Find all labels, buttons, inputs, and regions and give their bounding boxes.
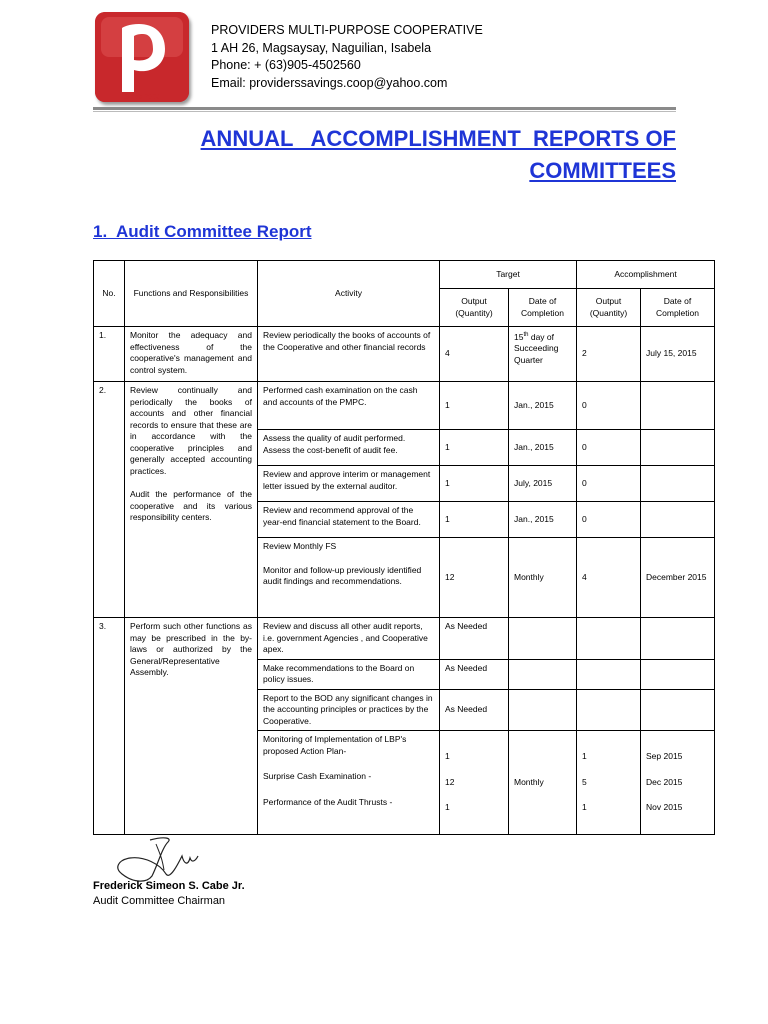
accomp-date-cell <box>641 618 715 660</box>
logo-since-label: Since 2008 <box>123 94 161 101</box>
signatory-role: Audit Committee Chairman <box>93 895 226 907</box>
activity-cell: Review periodically the books of accounts of the Cooperative and other financial records <box>258 327 440 382</box>
target-date-cell: Jan., 2015 <box>509 382 577 430</box>
target-output-cell: As Needed <box>440 618 509 660</box>
header-accomplishment: Accomplishment <box>577 261 715 289</box>
accomp-date-cell: Sep 2015 Dec 2015 Nov 2015 <box>641 731 715 835</box>
header-target-output: Output (Quantity) <box>440 289 509 327</box>
audit-report-table <box>93 260 715 835</box>
activity-cell: Make recommendations to the Board on policy issues. <box>258 659 440 689</box>
target-date-cell: Monthly <box>509 538 577 618</box>
accomp-output-cell <box>577 659 641 689</box>
org-header <box>211 22 483 92</box>
header-functions: Functions and Responsibilities <box>125 261 258 327</box>
header-no: No. <box>94 261 125 327</box>
accomp-output-cell: 1 5 1 <box>577 731 641 835</box>
section-title: 1. Audit Committee Report <box>93 222 312 241</box>
logo-p-icon <box>95 12 189 102</box>
target-output-cell: 1 <box>440 430 509 466</box>
target-date-cell: Jan., 2015 <box>509 502 577 538</box>
function-cell: Monitor the adequacy and effectiveness of the cooperative's management and control system. <box>125 327 258 382</box>
header-accomp-date: Date of Completion <box>641 289 715 327</box>
header-accomp-output: Output (Quantity) <box>577 289 641 327</box>
accomp-output-cell: 0 <box>577 382 641 430</box>
org-email: Email: providerssavings.coop@yahoo.com <box>211 75 448 90</box>
target-output-cell: 1 <box>440 382 509 430</box>
activity-cell: Review and approve interim or management letter issued by the external auditor. <box>258 466 440 502</box>
header-activity: Activity <box>258 261 440 327</box>
target-date-cell: 15th day of Succeeding Quarter <box>509 327 577 382</box>
target-output-cell: As Needed <box>440 689 509 731</box>
accomp-output-cell <box>577 618 641 660</box>
table-row <box>94 382 715 430</box>
accomp-output-cell: 0 <box>577 430 641 466</box>
header-divider <box>93 107 676 110</box>
target-date-cell: Monthly <box>509 731 577 835</box>
activity-cell: Review and discuss all other audit reports, i.e. government Agencies , and Cooperative apex. <box>258 618 440 660</box>
accomp-date-cell <box>641 430 715 466</box>
target-date-cell <box>509 618 577 660</box>
accomp-output-cell: 0 <box>577 502 641 538</box>
accomp-output-cell: 2 <box>577 327 641 382</box>
activity-cell: Review and recommend approval of the year-end financial statement to the Board. <box>258 502 440 538</box>
accomp-output-cell: 4 <box>577 538 641 618</box>
target-date-cell <box>509 659 577 689</box>
row-number: 3. <box>94 618 125 835</box>
activity-cell: Performed cash examination on the cash and accounts of the PMPC. <box>258 382 440 430</box>
signatory-name: Frederick Simeon S. Cabe Jr. <box>93 880 245 892</box>
header-divider-thin <box>93 111 676 112</box>
accomp-date-cell <box>641 466 715 502</box>
accomp-date-cell: December 2015 <box>641 538 715 618</box>
table-row <box>94 618 715 660</box>
accomp-date-cell <box>641 382 715 430</box>
header-target-date: Date of Completion <box>509 289 577 327</box>
row-number: 1. <box>94 327 125 382</box>
target-output-cell: 12 <box>440 538 509 618</box>
activity-cell: Report to the BOD any significant changes in the accounting principles or practices by the Cooperative. <box>258 689 440 731</box>
accomp-output-cell: 0 <box>577 466 641 502</box>
accomp-date-cell <box>641 502 715 538</box>
cooperative-logo <box>95 12 189 102</box>
target-output-cell: 1 <box>440 466 509 502</box>
accomp-date-cell <box>641 689 715 731</box>
accomp-date-cell <box>641 659 715 689</box>
activity-cell: Assess the quality of audit performed. Assess the cost-benefit of audit fee. <box>258 430 440 466</box>
table-row <box>94 327 715 382</box>
activity-cell: Review Monthly FS Monitor and follow-up previously identified audit findings and recommendations. <box>258 538 440 618</box>
document-title-line2: COMMITTEES <box>529 158 676 183</box>
target-output-cell: 1 <box>440 502 509 538</box>
target-output-cell: 4 <box>440 327 509 382</box>
handwritten-signature <box>110 834 210 884</box>
accomp-output-cell <box>577 689 641 731</box>
target-date-cell <box>509 689 577 731</box>
target-output-cell: 1 12 1 <box>440 731 509 835</box>
accomp-date-cell: July 15, 2015 <box>641 327 715 382</box>
org-phone: Phone: + (63)905-4502560 <box>211 58 361 72</box>
function-cell: Perform such other functions as may be prescribed in the by-laws or authorized by the General/Representative Assembly. <box>125 618 258 835</box>
org-name: PROVIDERS MULTI-PURPOSE COOPERATIVE <box>211 23 483 37</box>
target-date-cell: Jan., 2015 <box>509 430 577 466</box>
target-output-cell: As Needed <box>440 659 509 689</box>
document-title <box>200 123 676 187</box>
function-cell: Review continually and periodically the books of accounts and other financial records to ensure that these are in accordance with the cooperative principles and generally accepted accounting practices. Audit the performance of the cooperative and its various responsibility centers. <box>125 382 258 618</box>
header-target: Target <box>440 261 577 289</box>
document-title-line1: ANNUAL ACCOMPLISHMENT REPORTS OF <box>200 126 676 151</box>
org-address: 1 AH 26, Magsaysay, Naguilian, Isabela <box>211 40 432 55</box>
row-number: 2. <box>94 382 125 618</box>
activity-cell: Monitoring of Implementation of LBP's proposed Action Plan- Surprise Cash Examination - Performance of the Audit Thrusts - <box>258 731 440 835</box>
target-date-cell: July, 2015 <box>509 466 577 502</box>
